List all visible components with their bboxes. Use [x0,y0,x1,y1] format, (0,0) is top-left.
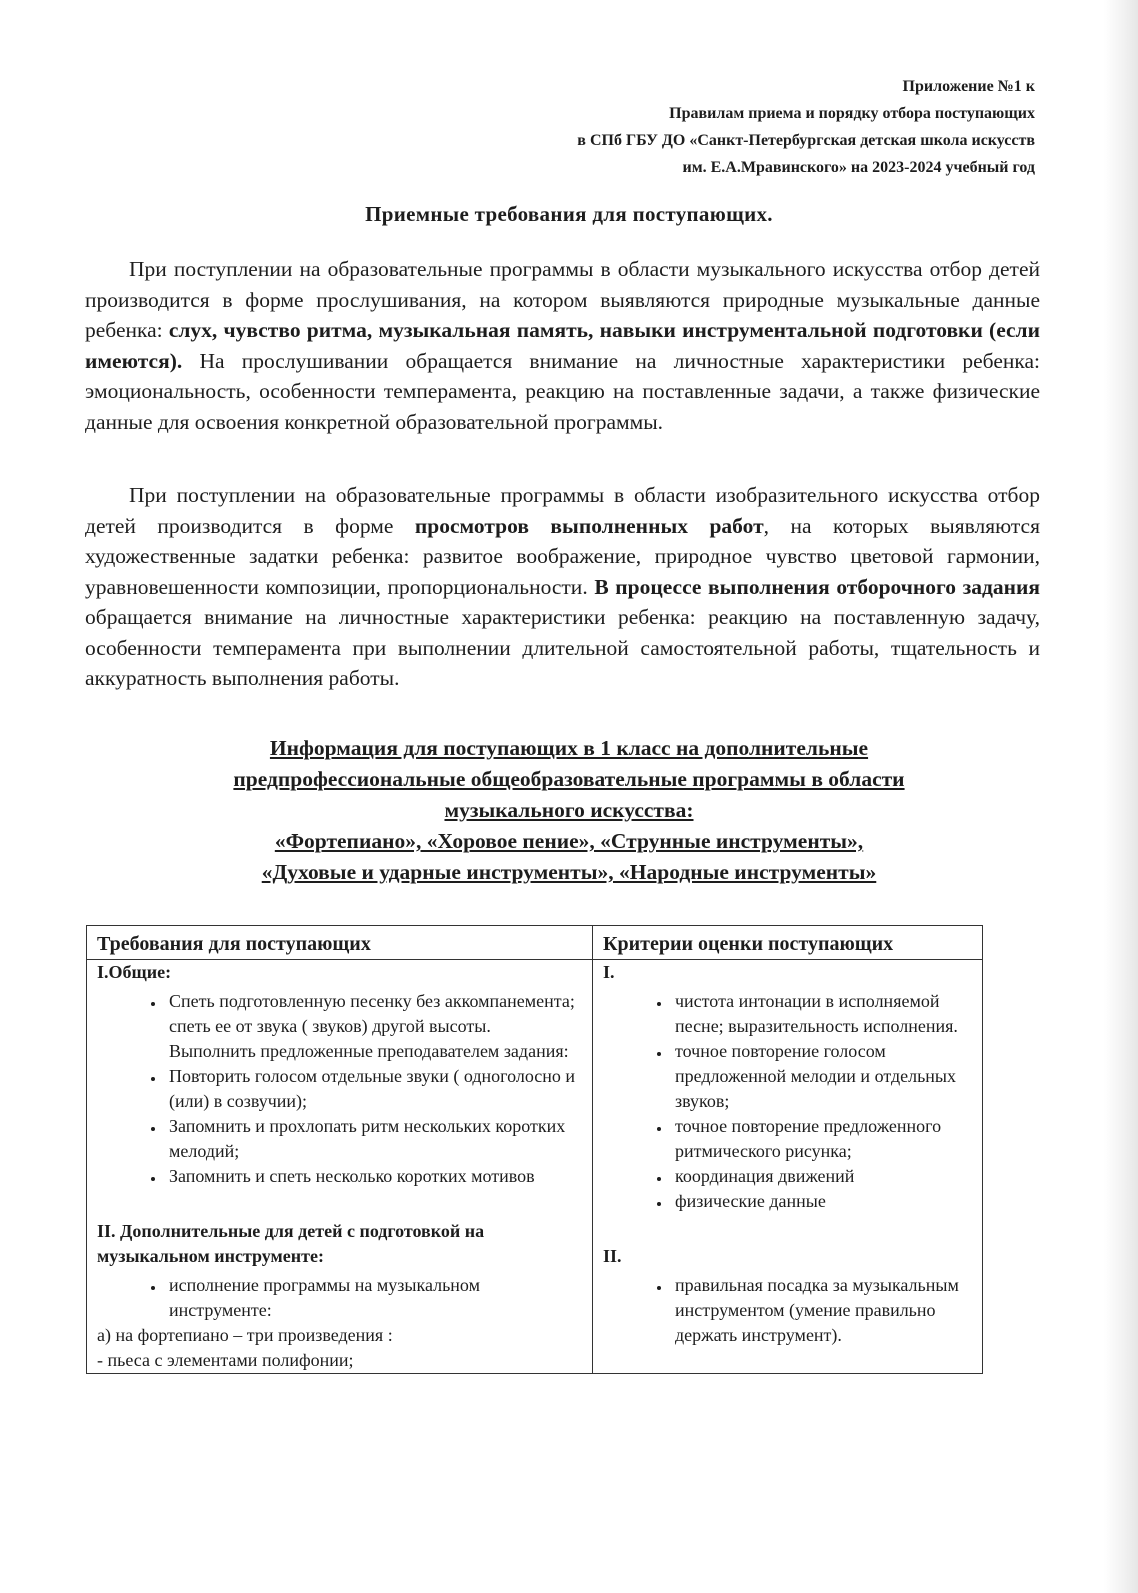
list-item: • исполнение программы на музыкальном инструменте: [165,1273,582,1323]
sub-line: - пьеса с элементами полифонии; [97,1350,354,1370]
paragraph-text: При поступлении на образовательные программы в области музыкального искусства отбор детей производится в форме прослушивания, на котором выявляются природные музыкальные данные ребенка: [85,257,1040,342]
info-line: «Фортепиано», «Хоровое пение», «Струнные инструменты», [274,829,864,853]
list-item: • правильная посадка за музыкальным инструментом (умение правильно держать инструмент). [671,1273,972,1348]
list-item: • чистота интонации в исполняемой песне; выразительность исполнения. [671,989,972,1039]
header-line: в СПб ГБУ ДО «Санкт-Петербургская детская школа искусств [577,132,1035,149]
requirements-list [97,1273,582,1323]
paragraph-art [85,480,1040,694]
list-item: • Запомнить и спеть несколько коротких мотивов [165,1164,582,1189]
appendix-header [395,73,1035,181]
list-item: • точное повторение голосом предложенной мелодии и отдельных звуков; [671,1039,972,1114]
list-item: • координация движений [671,1164,972,1189]
paragraph-music [85,254,1040,437]
paragraph-text: обращается внимание на личностные характеристики ребенка: реакцию на поставленную задачу, особенности темперамента при выполнении длительной самостоятельной работы, тщательность и аккуратность выполнения работы. [85,605,1040,690]
header-requirements: Требования для поступающих [87,926,593,960]
info-line: Информация для поступающих в 1 класс на дополнительные [269,736,869,760]
header-line: им. Е.А.Мравинского» на 2023-2024 учебный год [682,159,1035,176]
table-header-row [87,926,983,960]
requirements-cell [87,960,593,1374]
section-title: I. [603,962,615,982]
list-item: • точное повторение предложенного ритмического рисунка; [671,1114,972,1164]
paragraph-bold: слух, чувство ритма, музыкальная память, навыки инструментальной подготовки (если имеются). [85,318,1040,373]
list-item: • физические данные [671,1189,972,1214]
criteria-list [603,989,972,1214]
section-title: II. [603,1246,622,1266]
list-item: • Запомнить и прохлопать ритм нескольких коротких мелодий; [165,1114,582,1164]
section-title: II. Дополнительные для детей с подготовкой на музыкальном инструменте: [97,1221,485,1266]
requirements-list [97,989,582,1189]
paragraph-text: При поступлении на образовательные программы в области изобразительного искусства отбор детей производится в форме [85,483,1040,538]
list-item: • Спеть подготовленную песенку без аккомпанемента; спеть ее от звука ( звуков) другой высоты. Выполнить предложенные преподавателем задания: [165,989,582,1064]
paragraph-text: , на которых выявляются художественные задатки ребенка: развитое воображение, природное чувство цветовой гармонии, уравновешенности композиции, пропорциональности. [85,513,1040,599]
document-title: Приемные требования для поступающих. [365,202,773,226]
header-line: Приложение №1 к [902,78,1035,95]
info-line: предпрофессиональные общеобразовательные программы в области [233,767,905,791]
paragraph-bold: просмотров выполненных работ [414,513,764,538]
list-item: • Повторить голосом отдельные звуки ( одноголосно и (или) в созвучии); [165,1064,582,1114]
header-line: Правилам приема и порядку отбора поступающих [669,105,1035,122]
info-line: музыкального искусства: [444,798,694,822]
requirements-table [86,925,983,1374]
list-note: Выполнить предложенные преподавателем задания: [169,1041,569,1061]
table-row [87,960,983,1374]
info-heading [0,733,1138,888]
criteria-cell [593,960,983,1374]
section-title: I.Общие: [97,962,172,982]
paragraph-text: На прослушивании обращается внимание на личностные характеристики ребенка: эмоциональность, особенности темперамента, реакцию на поставленные задачи, а также физические данные для освоения конкретной образовательной программы. [85,348,1040,434]
sub-line: а) на фортепиано – три произведения : [97,1325,393,1345]
info-line: «Духовые и ударные инструменты», «Народные инструменты» [261,860,877,884]
criteria-list [603,1273,972,1348]
paragraph-bold: В процессе выполнения отборочного задания [594,574,1040,599]
header-criteria: Критерии оценки поступающих [593,926,983,960]
